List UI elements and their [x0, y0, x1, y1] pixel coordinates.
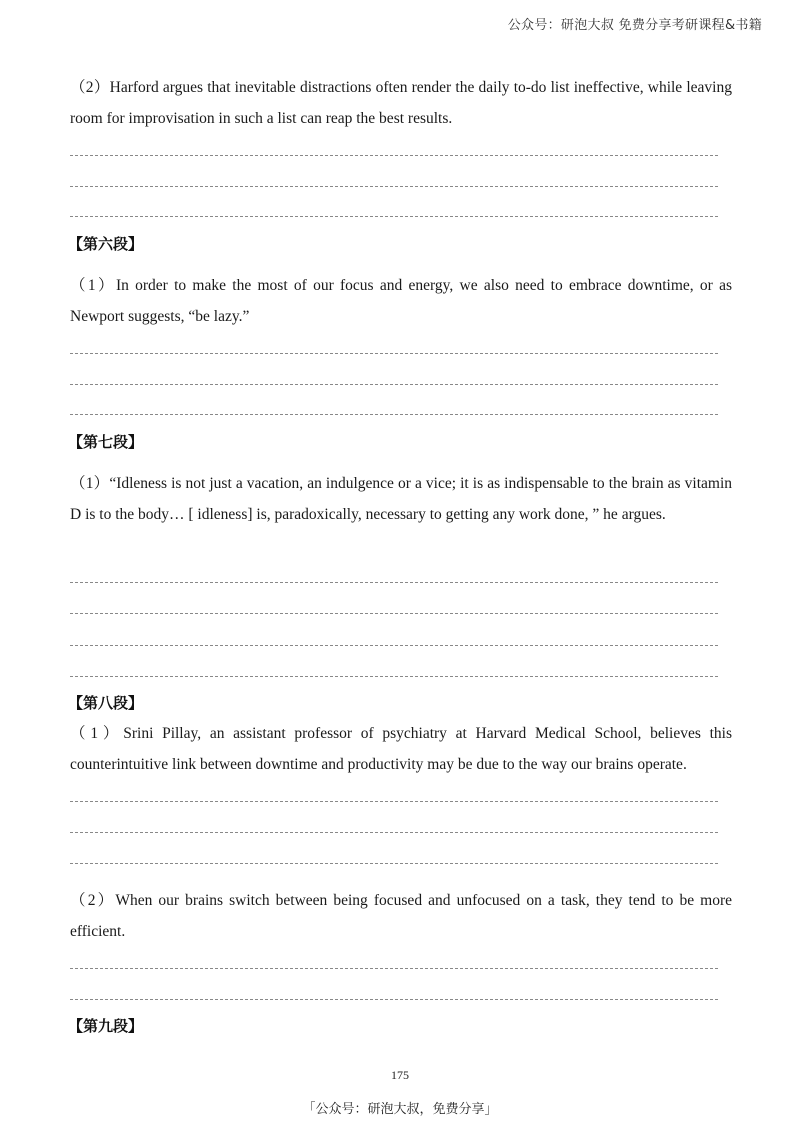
writing-line	[70, 613, 718, 614]
section-7-title: 【第七段】	[68, 433, 144, 451]
section-6-title: 【第六段】	[68, 235, 144, 253]
writing-line	[70, 863, 718, 864]
section-8-title: 【第八段】	[68, 694, 144, 712]
writing-line	[70, 353, 718, 354]
paragraph-8-sentence-1: （1）Srini Pillay, an assistant professor of psychiatry at Harvard Medical School, believes this counterintuitive link between downtime and productivity may be due to the way our brains operate.	[70, 725, 732, 773]
paragraph-8-sentence-2: （2）When our brains switch between being focused and unfocused on a task, they tend to be more efficient.	[70, 892, 732, 940]
writing-line	[70, 999, 718, 1000]
paragraph-6-sentence-1: （1）In order to make the most of our focus and energy, we also need to embrace downtime, or as Newport suggests, “be lazy.”	[70, 277, 732, 325]
writing-line	[70, 384, 718, 385]
paragraph-7-sentence-1: （1）“Idleness is not just a vacation, an indulgence or a vice; it is as indispensable to the brain as vitamin D is to the body… [ idleness] is, paradoxically, necessary to getting any work done, ” he argues.	[70, 475, 732, 523]
writing-line	[70, 968, 718, 969]
writing-line	[70, 155, 718, 156]
writing-line	[70, 216, 718, 217]
writing-line	[70, 645, 718, 646]
writing-line	[70, 414, 718, 415]
writing-line	[70, 832, 718, 833]
page-number: 175	[391, 1068, 409, 1082]
section-9-title: 【第九段】	[68, 1017, 144, 1035]
writing-line	[70, 186, 718, 187]
paragraph-5-sentence-2: （2）Harford argues that inevitable distractions often render the daily to-do list ineffective, while leaving room for improvisation in such a list can reap the best results.	[70, 79, 732, 127]
page-footer-watermark: 「公众号：研泡大叔，免费分享」	[302, 1102, 498, 1117]
page-header-watermark: 公众号：研泡大叔 免费分享考研课程&书籍	[507, 18, 762, 33]
writing-line	[70, 801, 718, 802]
writing-line	[70, 582, 718, 583]
writing-line	[70, 676, 718, 677]
